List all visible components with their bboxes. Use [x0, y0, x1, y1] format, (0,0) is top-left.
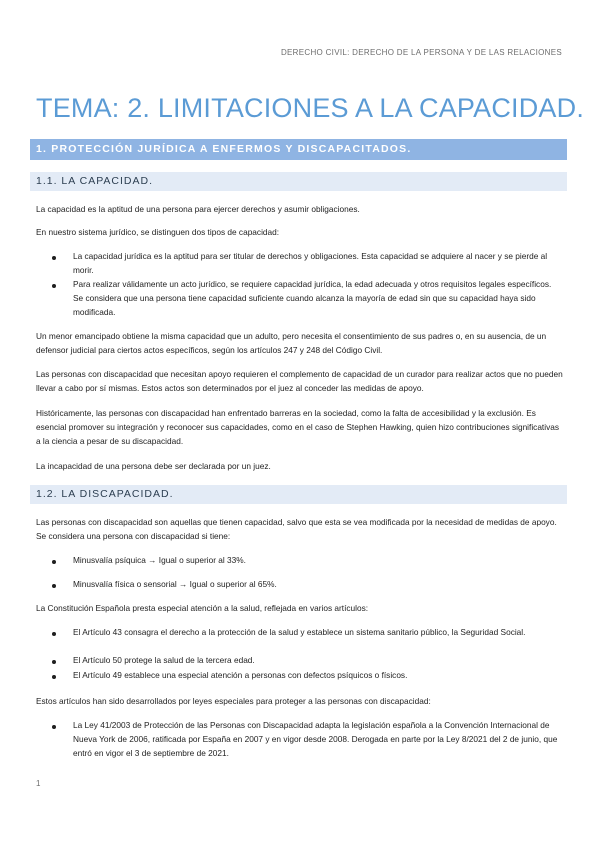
- list-item: La Ley 41/2003 de Protección de las Personas con Discapacidad adapta la legislación española a la Convención Internacional de Nueva York de 2006, ratificada por España en 2007 y en vigor desde 2008. Derogada en parte por la Ley 8/2021 del 2 de junio, que entró en vigor el 3 de septiembre de 2021.: [73, 720, 558, 758]
- bullet-icon: [52, 584, 56, 588]
- paragraph: La Constitución Española presta especial atención a la salud, reflejada en varios artículos:: [36, 603, 369, 613]
- list-item: La capacidad jurídica es la aptitud para ser titular de derechos y obligaciones. Esta capacidad se adquiere al nacer y se pierde al morir.: [73, 251, 548, 275]
- list-item: El Artículo 50 protege la salud de la tercera edad.: [73, 655, 255, 665]
- paragraph: La incapacidad de una persona debe ser declarada por un juez.: [36, 461, 271, 471]
- list-item: Minusvalía psíquica → Igual o superior al 33%.: [73, 555, 246, 565]
- section-heading-1: [30, 139, 567, 160]
- paragraph: Estos artículos han sido desarrollados por leyes especiales para proteger a las personas con discapacidad:: [36, 696, 431, 706]
- list-item: Minusvalía física o sensorial → Igual o superior al 65%.: [73, 579, 277, 589]
- bullet-icon: [52, 632, 56, 636]
- paragraph: Históricamente, las personas con discapacidad han enfrentado barreras en la sociedad, como la falta de accesibilidad y la exclusión. Es esencial promover su integración y reconocer sus capacidades, como en el caso de Stephen Hawking, quien hizo contribuciones significativas a la ciencia a pesar de su discapacidad.: [36, 408, 559, 446]
- subsection-heading-1-2: [30, 485, 567, 504]
- bullet-icon: [52, 560, 56, 564]
- bullet-icon: [52, 284, 56, 288]
- paragraph: Las personas con discapacidad que necesitan apoyo requieren el complemento de capacidad de un curador para realizar actos que no pueden llevar a cabo por sí mismas. Estos actos son determinados por el juez al conceder las medidas de apoyo.: [36, 369, 563, 393]
- paragraph: En nuestro sistema jurídico, se distinguen dos tipos de capacidad:: [36, 227, 280, 237]
- list-item: El Artículo 49 establece una especial atención a personas con defectos psíquicos o físicos.: [73, 670, 408, 680]
- subsection-heading-1-1-text: 1.1. LA CAPACIDAD.: [36, 175, 154, 187]
- paragraph: Un menor emancipado obtiene la misma capacidad que un adulto, pero necesita el consentimiento de sus padres o, en su ausencia, de un defensor judicial para ciertos actos específicos, según los artículos 247 y 248 del Código Civil.: [36, 331, 547, 355]
- running-header: DERECHO CIVIL: DERECHO DE LA PERSONA Y DE LAS RELACIONES: [280, 48, 562, 57]
- bullet-icon: [52, 675, 56, 679]
- section-heading-1-text: 1. PROTECCIÓN JURÍDICA A ENFERMOS Y DISCAPACITADOS.: [36, 143, 412, 155]
- page-number: 1: [36, 779, 41, 788]
- list-item: Para realizar válidamente un acto jurídico, se requiere capacidad jurídica, la edad adecuada y otros requisitos legales específicos. Se considera que una persona tiene capacidad suficiente cuando alcanza la mayoría de edad sin que su capacidad haya sido modificada.: [73, 279, 552, 317]
- paragraph: La capacidad es la aptitud de una persona para ejercer derechos y asumir obligaciones.: [36, 204, 360, 214]
- list-item: El Artículo 43 consagra el derecho a la protección de la salud y establece un sistema sanitario público, la Seguridad Social.: [73, 627, 526, 637]
- paragraph: Las personas con discapacidad son aquellas que tienen capacidad, salvo que esta se vea modificada por la necesidad de medidas de apoyo. Se considera una persona con discapacidad si tiene:: [36, 517, 557, 541]
- bullet-icon: [52, 725, 56, 729]
- bullet-icon: [52, 660, 56, 664]
- subsection-heading-1-2-text: 1.2. LA DISCAPACIDAD.: [36, 488, 174, 500]
- page-title: TEMA: 2. LIMITACIONES A LA CAPACIDAD.: [36, 93, 585, 123]
- bullet-icon: [52, 256, 56, 260]
- subsection-heading-1-1: [30, 172, 567, 191]
